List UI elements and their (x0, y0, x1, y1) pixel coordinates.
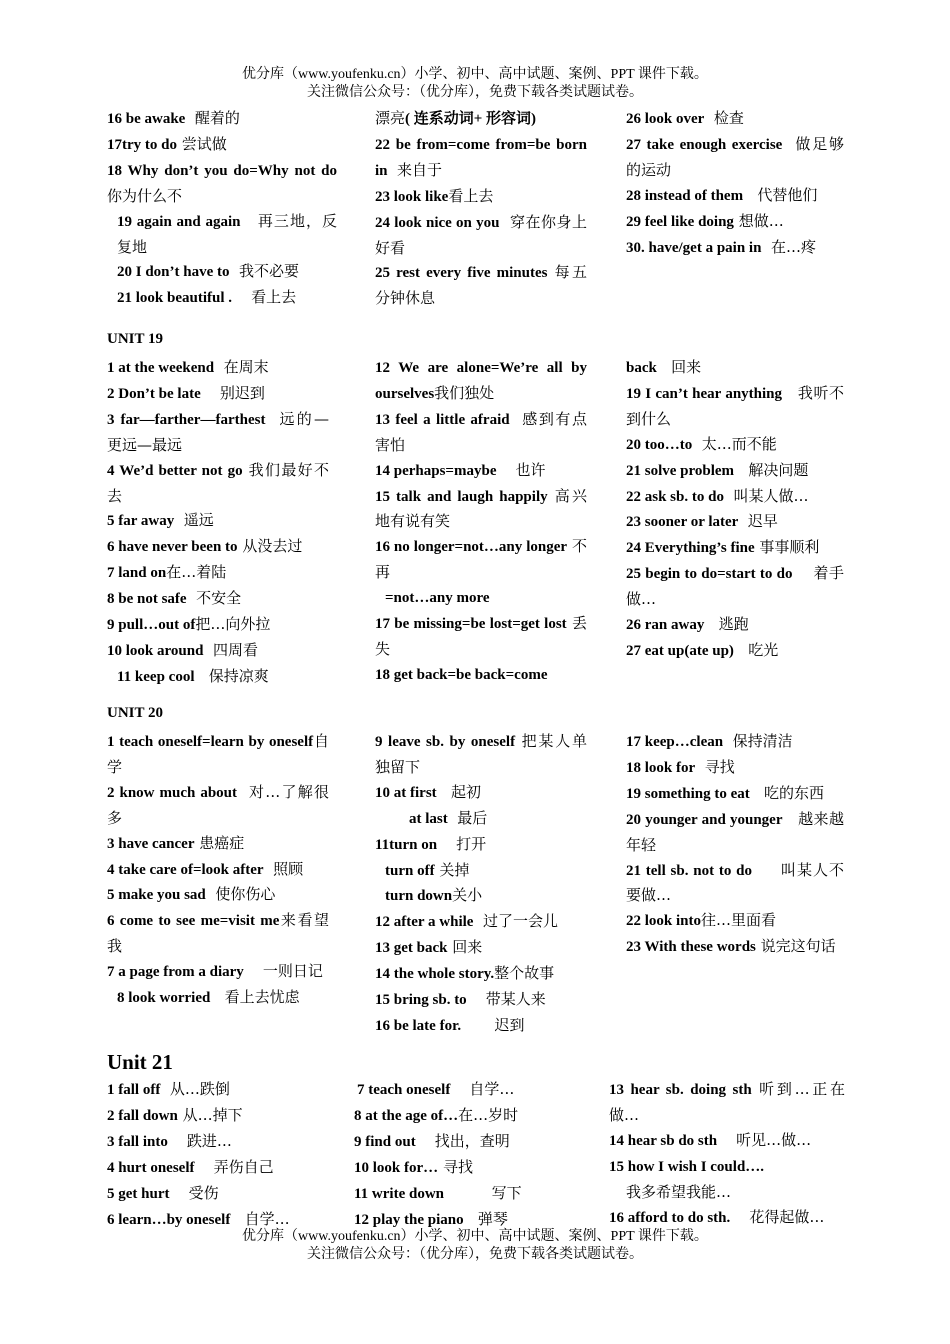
vocab-meaning: 代替他们 (743, 185, 818, 204)
unit-20-column-3 (626, 729, 844, 960)
vocab-phrase: 15 how I wish I could…. (609, 1158, 765, 1175)
unit-19-column-1 (107, 355, 329, 690)
vocab-entry (107, 780, 329, 831)
vocab-entry (626, 132, 844, 183)
vocab-phrase: 24 look nice on you (375, 214, 500, 231)
vocab-phrase: 2 know much about (107, 784, 238, 801)
vocab-entry (375, 858, 587, 884)
vocab-entry (107, 612, 329, 638)
vocab-phrase: 17 keep…clean (626, 734, 724, 750)
vocab-meaning: 来自于 (387, 160, 443, 179)
vocab-meaning: 解决问题 (734, 460, 809, 479)
vocab-entry (626, 509, 844, 535)
vocab-phrase: 14 hear sb do sth (609, 1132, 718, 1149)
unit-19-title: UNIT 19 (107, 331, 163, 347)
top-column-1 (107, 106, 347, 311)
vocab-entry (609, 1205, 845, 1231)
vocab-phrase: 21 look beautiful . (117, 290, 233, 307)
vocab-phrase: 4 hurt oneself (107, 1159, 195, 1176)
vocab-meaning: 高兴地有说有笑 (375, 486, 587, 531)
vocab-entry (375, 260, 587, 311)
vocab-phrase: 10 look for… (354, 1159, 439, 1176)
top-column-3 (626, 106, 844, 260)
vocab-meaning: 关小 (452, 886, 483, 905)
vocab-phrase: turn off (385, 862, 435, 879)
vocab-meaning: 漂亮 (375, 109, 406, 127)
vocab-entry (626, 755, 844, 781)
vocab-meaning: 把某人单独留下 (375, 732, 587, 776)
vocab-phrase: 15 talk and laugh happily (375, 488, 548, 505)
vocab-phrase: 10 look around (107, 642, 204, 659)
unit-20-title: UNIT 20 (107, 705, 163, 721)
footer-banner (0, 1228, 950, 1264)
vocab-entry (626, 807, 844, 858)
vocab-phrase: 7 teach oneself (357, 1082, 451, 1098)
vocab-entry (107, 831, 329, 857)
vocab-phrase: 25 begin to do=start to do (626, 566, 793, 583)
vocab-phrase: turn down (385, 888, 453, 905)
vocab-phrase: 1 at the weekend (107, 360, 215, 376)
vocab-phrase: 16 no longer=not…any longer (375, 539, 568, 556)
vocab-entry (354, 1103, 584, 1129)
vocab-phrase: 15 bring sb. to (375, 992, 467, 1009)
vocab-phrase: 27 take enough exercise (626, 136, 783, 153)
unit-19-column-2 (375, 355, 587, 688)
vocab-meaning: 尝试做 (177, 134, 227, 153)
vocab-phrase: 6 come to see me=visit me (107, 913, 280, 930)
vocab-entry (375, 106, 587, 132)
vocab-entry (107, 586, 329, 612)
vocab-entry (375, 458, 587, 484)
vocab-phrase: 17try to do (107, 136, 177, 153)
vocab-entry (609, 1154, 845, 1180)
vocab-meaning: 听见…做… (717, 1130, 812, 1149)
vocab-entry (626, 235, 844, 261)
vocab-phrase: 19 again and again (117, 213, 241, 230)
vocab-meaning: 在…岁时 (458, 1105, 519, 1124)
vocab-phrase: 20 I don’t have to (117, 264, 230, 281)
header-banner (0, 66, 950, 102)
vocab-phrase: 5 far away (107, 513, 175, 530)
vocab-meaning: 做足够的运动 (626, 134, 844, 179)
vocab-phrase: 7 a page from a diary (107, 964, 244, 981)
vocab-phrase: 16 be awake (107, 111, 186, 127)
vocab-meaning: 迟早 (738, 512, 778, 531)
vocab-entry (107, 534, 329, 560)
vocab-entry (626, 561, 844, 612)
vocab-entry (107, 381, 329, 407)
vocab-phrase: 22 look into (626, 913, 702, 930)
vocab-meaning: 四周看 (203, 640, 258, 659)
vocab-phrase: 12 play the piano (354, 1211, 464, 1228)
vocab-entry (354, 1181, 584, 1207)
vocab-entry (609, 1180, 845, 1205)
vocab-phrase: 6 learn…by oneself (107, 1211, 231, 1228)
vocab-phrase: 12 after a while (375, 914, 474, 931)
vocab-meaning: 检查 (704, 109, 744, 127)
vocab-phrase: 9 find out (354, 1133, 416, 1150)
vocab-phrase: 21 solve problem (626, 462, 735, 479)
vocab-meaning: 从…掉下 (177, 1105, 243, 1124)
vocab-phrase: 5 make you sad (107, 887, 206, 904)
vocab-meaning: 遥远 (174, 511, 214, 530)
vocab-entry (107, 985, 329, 1011)
vocab-phrase: 8 at the age of… (354, 1107, 459, 1124)
vocab-phrase: 6 have never been to (107, 539, 238, 556)
vocab-meaning: 自学… (450, 1080, 515, 1098)
vocab-meaning: 吃的东西 (749, 783, 825, 802)
vocab-entry (375, 780, 587, 806)
vocab-phrase: 20 younger and younger (626, 811, 783, 828)
vocab-entry (107, 106, 337, 132)
vocab-entry (107, 1181, 337, 1207)
vocab-meaning: 看上去忧虑 (210, 988, 300, 1007)
vocab-meaning: 丢失 (375, 614, 587, 658)
vocab-phrase: 19 I can’t hear anything (626, 385, 783, 402)
vocab-entry (626, 638, 844, 664)
vocab-phrase: 8 look worried (117, 990, 211, 1007)
vocab-phrase: 4 We’d better not go (107, 462, 243, 479)
vocab-meaning: 听到…正在做… (609, 1080, 845, 1124)
vocab-meaning: 照顾 (263, 859, 304, 878)
vocab-phrase: 22 ask sb. to do (626, 488, 724, 505)
vocab-meaning: 跌进… (167, 1131, 232, 1150)
vocab-entry (626, 908, 844, 934)
vocab-entry (626, 458, 844, 484)
vocab-note: ( 连系动词+ 形容词) (405, 111, 537, 127)
vocab-phrase: 21 tell sb. not to do (626, 862, 752, 879)
vocab-entry (107, 285, 337, 311)
vocab-meaning: 保持凉爽 (194, 666, 269, 685)
vocab-entry (375, 832, 587, 858)
vocab-entry (375, 909, 587, 935)
vocab-phrase: 13 feel a little afraid (375, 411, 510, 428)
vocab-meaning: 看上去 (448, 186, 494, 205)
vocab-meaning: 事事顺利 (754, 538, 820, 557)
vocab-phrase: 18 look for (626, 759, 696, 776)
vocab-phrase: 16 be late for. (375, 1017, 462, 1034)
vocab-phrase: 17 be missing=be lost=get lost (375, 616, 567, 633)
vocab-meaning: 花得起做… (730, 1207, 825, 1226)
vocab-meaning: 起初 (436, 782, 481, 801)
vocab-phrase: 30. have/get a pain in (626, 239, 762, 256)
vocab-entry (107, 1155, 337, 1181)
vocab-meaning: 你为什么不 (107, 160, 347, 205)
vocab-meaning: 回来 (656, 358, 702, 376)
vocab-meaning: 弹琴 (463, 1209, 508, 1228)
vocab-phrase: 14 the whole story. (375, 966, 495, 983)
vocab-meaning: 不再 (375, 537, 587, 582)
vocab-entry (375, 806, 587, 832)
vocab-meaning: 寻找 (438, 1157, 473, 1176)
vocab-entry (107, 638, 329, 664)
vocab-meaning: 受伤 (169, 1183, 219, 1202)
footer-line-2: 关注微信公众号：（优分库），免费下载各类试题试卷。 (307, 1247, 643, 1262)
vocab-entry (626, 355, 844, 381)
vocab-phrase: at last (409, 810, 448, 827)
vocab-meaning: 越来越年轻 (626, 809, 844, 854)
vocab-entry (626, 934, 844, 960)
vocab-meaning: 远的—更远—最远 (107, 409, 329, 454)
vocab-entry (107, 959, 329, 985)
vocab-meaning: 最后 (447, 808, 488, 827)
vocab-meaning: 从…跌倒 (160, 1080, 230, 1098)
vocab-meaning: 在…着陆 (166, 563, 227, 582)
vocab-entry (626, 106, 844, 132)
vocab-phrase: 4 take care of=look after (107, 861, 264, 878)
unit-20-column-1 (107, 729, 329, 1011)
vocab-meaning: 说完这句话 (755, 937, 836, 956)
vocab-entry (626, 612, 844, 638)
vocab-meaning: 不安全 (186, 589, 242, 608)
vocab-meaning: 患癌症 (194, 833, 245, 852)
vocab-meaning: 也许 (496, 460, 546, 479)
vocab-phrase: 25 rest every five minutes (375, 265, 548, 282)
vocab-entry (626, 183, 844, 209)
vocab-entry (107, 158, 347, 209)
vocab-phrase: 18 get back=be back=come (375, 666, 548, 683)
vocab-meaning: 感到有点害怕 (375, 409, 587, 454)
unit-20-column-2 (375, 729, 587, 1039)
vocab-phrase: 20 too…to (626, 436, 693, 453)
vocab-phrase: 2 Don’t be late (107, 385, 201, 402)
vocab-entry (107, 132, 337, 158)
header-line-1: 优分库（www.youfenku.cn）小学、初中、高中试题、案例、PPT 课件下载。 (242, 67, 708, 82)
vocab-meaning: 我多希望我能… (626, 1182, 732, 1201)
vocab-meaning: 叫某人不要做… (626, 860, 845, 905)
vocab-meaning: 打开 (437, 834, 487, 853)
vocab-entry (626, 781, 844, 807)
vocab-entry (107, 508, 329, 534)
vocab-entry (354, 1129, 584, 1155)
vocab-phrase: 24 Everything’s fine (626, 540, 755, 557)
vocab-phrase: 9 pull…out of (107, 617, 196, 634)
vocab-entry (609, 1128, 845, 1154)
vocab-meaning: 着手做… (626, 564, 845, 609)
vocab-entry (107, 259, 337, 285)
vocab-phrase: 14 perhaps=maybe (375, 462, 497, 479)
vocab-meaning: 自学… (230, 1209, 290, 1228)
vocab-phrase: 10 at first (375, 784, 437, 801)
vocab-entry (375, 662, 587, 688)
vocab-phrase: 19 something to eat (626, 785, 750, 802)
vocab-phrase: back (626, 360, 657, 376)
vocab-entry (375, 961, 587, 987)
footer-line-1: 优分库（www.youfenku.cn）小学、初中、高中试题、案例、PPT 课件下载。 (242, 1229, 708, 1244)
vocab-meaning: 在…疼 (761, 237, 816, 256)
vocab-meaning: 穿在你身上好看 (375, 212, 587, 257)
unit-19-column-3 (626, 355, 844, 664)
vocab-entry (107, 458, 329, 509)
vocab-entry (107, 729, 329, 780)
vocab-meaning: 每五分钟休息 (375, 263, 587, 308)
vocab-meaning: 一则日记 (243, 962, 323, 981)
vocab-phrase: 13 hear sb. doing sth (609, 1082, 752, 1098)
unit-21-column-1 (107, 1077, 337, 1232)
vocab-entry (107, 1129, 337, 1155)
vocab-phrase: 27 eat up(ate up) (626, 642, 734, 659)
vocab-entry (107, 1077, 337, 1103)
vocab-meaning: 逃跑 (704, 615, 749, 634)
vocab-meaning: 我们最好不去 (107, 460, 329, 505)
vocab-meaning: 对…了解很多 (107, 782, 329, 827)
vocab-meaning: 叫某人做… (723, 486, 809, 505)
vocab-entry (375, 611, 587, 662)
vocab-meaning: 想做… (733, 211, 784, 230)
vocab-phrase: 23 look like (375, 188, 449, 205)
vocab-entry (375, 534, 587, 585)
vocab-phrase: 11turn on (375, 836, 438, 853)
vocab-phrase: 23 sooner or later (626, 514, 739, 531)
vocab-entry (375, 184, 587, 210)
vocab-meaning: 找出，查明 (415, 1131, 510, 1150)
vocab-phrase: 16 afford to do sth. (609, 1209, 731, 1226)
vocab-phrase: 12 We are alone=We’re all by ourselves (375, 360, 587, 402)
vocab-phrase: 29 feel like doing (626, 213, 734, 230)
vocab-meaning: 别迟到 (200, 383, 265, 402)
vocab-phrase: 13 get back (375, 940, 448, 957)
vocab-entry (107, 857, 329, 883)
vocab-meaning: 过了一会儿 (473, 912, 558, 931)
vocab-entry (626, 729, 844, 755)
vocab-entry (375, 355, 587, 407)
vocab-phrase: =not…any more (385, 590, 490, 607)
vocab-entry (107, 560, 329, 586)
vocab-phrase: 3 far—farther—farthest (107, 411, 266, 428)
vocab-meaning: 迟到 (461, 1015, 525, 1034)
vocab-meaning: 自学 (107, 732, 329, 776)
vocab-entry (107, 355, 329, 381)
vocab-entry (609, 1077, 845, 1128)
top-column-2 (375, 106, 587, 311)
vocab-phrase: 7 land on (107, 565, 167, 582)
vocab-phrase: 8 be not safe (107, 591, 187, 608)
vocab-meaning: 我们独处 (434, 383, 495, 402)
vocab-entry (107, 908, 329, 959)
vocab-phrase: 18 Why don’t you do=Why not do (107, 162, 337, 179)
vocab-phrase: 1 teach oneself=learn by oneself (107, 734, 314, 750)
vocab-phrase: 26 look over (626, 111, 705, 127)
vocab-phrase: 23 With these words (626, 939, 756, 956)
vocab-meaning: 整个故事 (494, 964, 555, 983)
vocab-meaning: 从没去过 (237, 537, 303, 556)
vocab-meaning: 弄伤自己 (194, 1157, 274, 1176)
vocab-meaning: 寻找 (695, 757, 735, 776)
unit-21-column-3 (609, 1077, 845, 1230)
vocab-entry (375, 484, 587, 535)
vocab-phrase: 11 keep cool (117, 668, 195, 685)
unit-21-column-2 (354, 1077, 584, 1232)
vocab-meaning: 再三地，反复地 (117, 211, 337, 256)
vocab-entry (375, 407, 587, 458)
vocab-entry (626, 432, 844, 458)
vocab-entry (107, 882, 329, 908)
vocab-meaning: 带某人来 (466, 990, 546, 1009)
vocab-phrase: 3 fall into (107, 1133, 168, 1150)
vocab-meaning: 看上去 (232, 288, 297, 307)
vocab-entry (375, 729, 587, 780)
vocab-phrase: 1 fall off (107, 1082, 161, 1098)
vocab-entry (375, 1013, 587, 1039)
vocab-entry (626, 209, 844, 235)
vocab-meaning: 我不必要 (229, 262, 300, 281)
vocab-entry (375, 132, 587, 184)
vocab-meaning: 把…向外拉 (195, 615, 271, 634)
vocab-entry (354, 1077, 584, 1103)
vocab-entry (375, 987, 587, 1013)
vocab-meaning: 吃光 (733, 640, 779, 659)
header-line-2: 关注微信公众号：（优分库），免费下载各类试题试卷。 (307, 85, 643, 100)
vocab-entry (354, 1155, 584, 1181)
vocab-phrase: 11 write down (354, 1185, 444, 1202)
vocab-meaning: 回来 (447, 938, 483, 957)
vocab-phrase: 9 leave sb. by oneself (375, 734, 516, 750)
vocab-phrase: 5 get hurt (107, 1185, 170, 1202)
vocab-phrase: 28 instead of them (626, 187, 744, 204)
vocab-entry (626, 858, 844, 909)
vocab-phrase: 3 have cancer (107, 835, 195, 852)
vocab-meaning: 写下 (444, 1183, 522, 1202)
vocab-entry (626, 535, 844, 561)
vocab-entry (626, 484, 844, 510)
vocab-meaning: 关掉 (434, 860, 470, 879)
vocab-meaning: 使你伤心 (205, 885, 276, 904)
vocab-entry (107, 664, 329, 690)
vocab-entry (375, 585, 587, 611)
vocab-meaning: 在周末 (214, 358, 269, 376)
vocab-phrase: 2 fall down (107, 1107, 178, 1124)
vocab-entry (375, 210, 587, 261)
vocab-meaning: 往…里面看 (701, 911, 777, 930)
vocab-entry (375, 935, 587, 961)
vocab-meaning: 来看望我 (107, 911, 329, 956)
vocab-meaning: 我听不到什么 (626, 383, 844, 428)
vocab-meaning: 太…而不能 (692, 434, 777, 453)
unit-21-title: Unit 21 (107, 1050, 173, 1074)
vocab-meaning: 保持清洁 (723, 732, 793, 750)
vocab-meaning: 醒着的 (185, 109, 240, 127)
vocab-phrase: 26 ran away (626, 617, 705, 634)
vocab-entry (107, 209, 337, 260)
vocab-phrase: 22 be from=come from=be born in (375, 136, 587, 179)
vocab-entry (626, 381, 844, 432)
vocab-entry (107, 407, 329, 458)
vocab-entry (107, 1103, 337, 1129)
vocab-entry (375, 883, 587, 909)
